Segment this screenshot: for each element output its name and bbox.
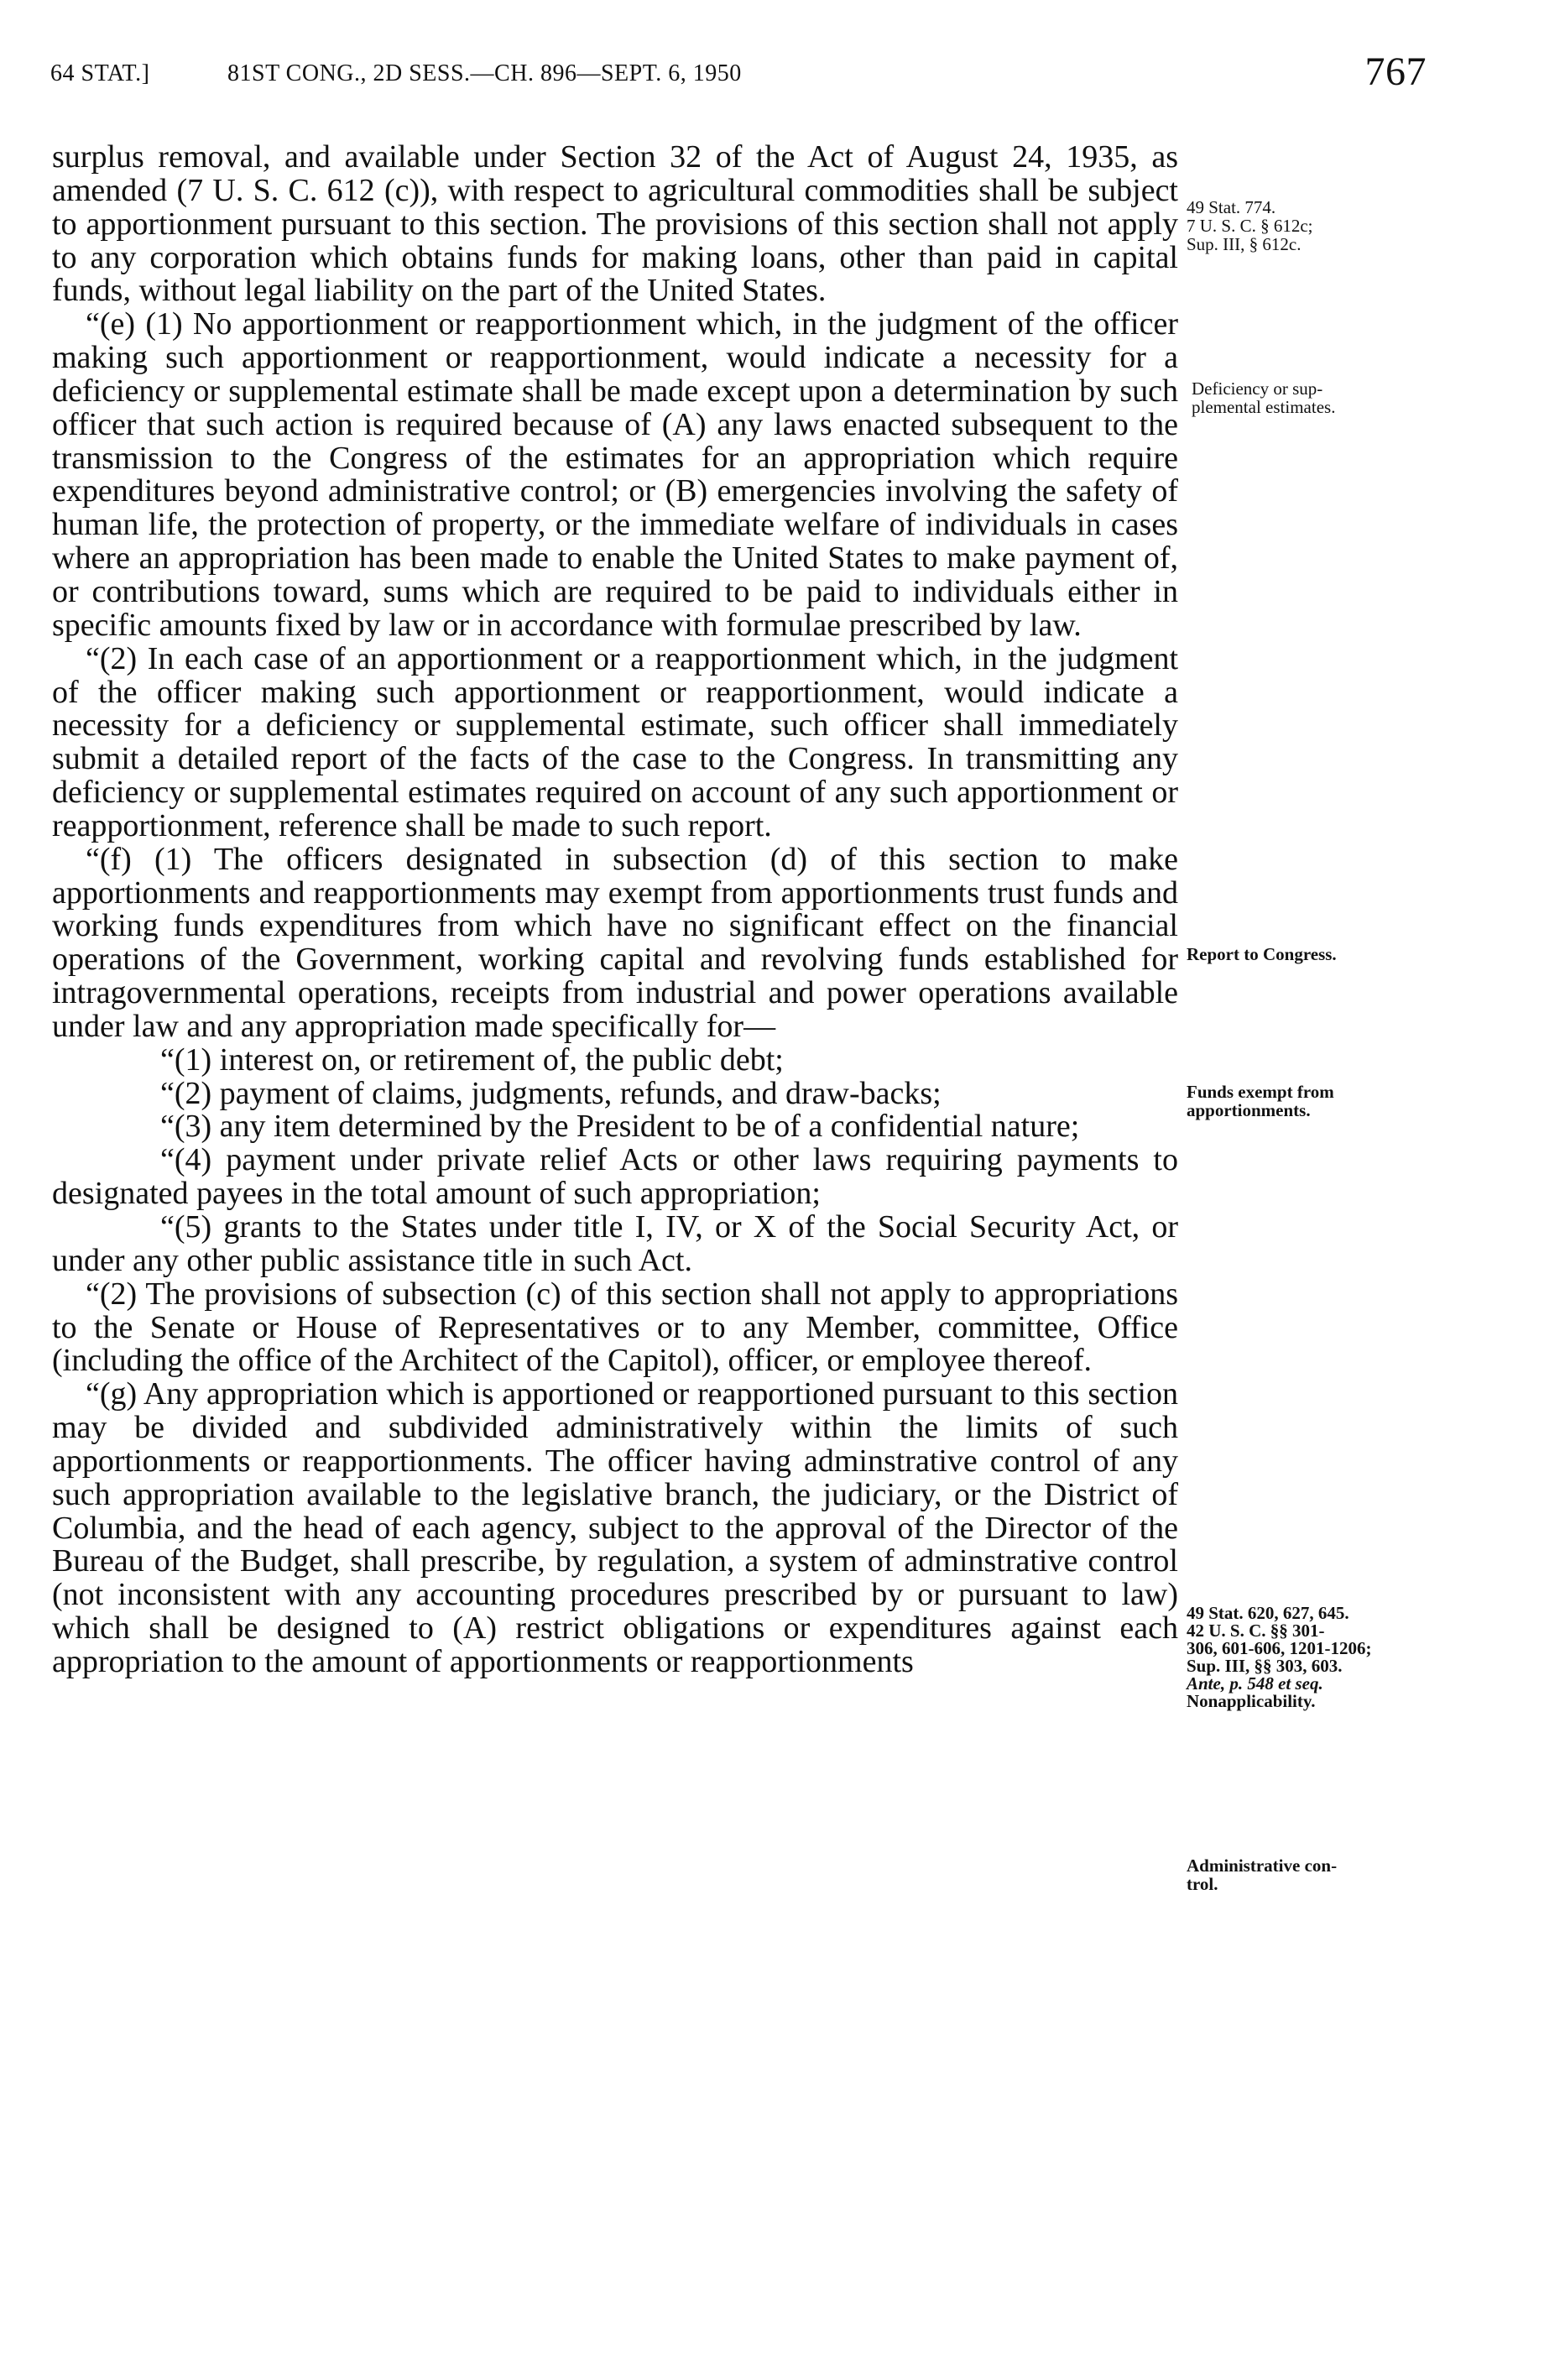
statute-text [52, 141, 1178, 1679]
list-item-5: “(5) grants to the States under title I, IV, or X of the Social Security Act, or under any other public assistance title in such Act. [52, 1209, 1178, 1278]
list-item-4: “(4) payment under private relief Acts or other laws requiring payments to designated payees in the total amount of such appropriation; [52, 1142, 1178, 1212]
margin-note-administrative-control: Administrative con- trol. [1187, 1855, 1338, 1894]
list-item-1: “(1) interest on, or retirement of, the public debt; [160, 1041, 784, 1078]
list-item-3: “(3) any item determined by the President to be of a confidential nature; [160, 1109, 1080, 1145]
session-citation: 81ST CONG., 2D SESS.—CH. 896—SEPT. 6, 1950 [227, 60, 742, 86]
margin-note-deficiency: Deficiency or sup- plemental estimates. [1192, 378, 1336, 417]
paragraph-g: “(g) Any appropriation which is apportioned or reapportioned pursuant to this section may be divided and subdivided administratively within the limits of such apportionments or reapportionments. The officer having adminstrative control of any such appropriation available to the legislative branch, the judiciary, or the District of Columbia, and the head of each agency, subject to the approval of the Director of the Bureau of the Budget, shall prescribe, by regulation, a system of adminstrative control (not inconsistent with any accounting procedures prescribed by or pursuant to law) which shall be designed to (A) restrict obligations or expenditures against each appropriation to the amount of apportionments or reapportionments [52, 1376, 1178, 1679]
paragraph-e2: “(2) In each case of an apportionment or a reapportionment which, in the judgment of the officer making such apportionment or reapportionment, would indicate a necessity for a deficiency or supplemental estimate, such officer shall immediately submit a detailed report of the facts of the case to the Congress. In transmitting any deficiency or supplemental estimates required on account of any such apportionment or reapportionment, reference shall be made to such report. [52, 640, 1178, 843]
margin-citation-social-security: 49 Stat. 620, 627, 645. 42 U. S. C. §§ 301- 306, 601-606, 1201-1206; Sup. III, §§ 303, 603. Ante, p. 548 et seq. Nonapplicability. [1187, 1603, 1372, 1711]
paragraph-e1: “(e) (1) No apportionment or reapportionment which, in the judgment of the officer making such apportionment or reapportionment, would indicate a necessity for a deficiency or supplemental estimate shall be made except upon a determination by such officer that such action is required because of (A) any laws enacted subsequent to the transmission to the Congress of the estimates for an appropriation which require expenditures beyond administrative control; or (B) emergencies involving the safety of human life, the protection of property, or the immediate welfare of individuals in cases where an appropriation has been made to enable the United States to make payment of, or contributions toward, sums which are required to be paid to individuals either in specific amounts fixed by law or in accordance with formulae prescribed by law. [52, 306, 1178, 643]
margin-note-report-to-congress: Report to Congress. [1187, 944, 1337, 964]
margin-note-funds-exempt: Funds exempt from apportionments. [1187, 1082, 1334, 1120]
paragraph-f2: “(2) The provisions of subsection (c) of this section shall not apply to appropriations to the Senate or House of Representatives or to any Member, committee, Office (including the office of the Architect of the Capitol), officer, or employee thereof. [52, 1276, 1178, 1379]
margin-citation-49-stat-774: 49 Stat. 774. 7 U. S. C. § 612c; Sup. III, § 612c. [1187, 197, 1313, 254]
paragraph-f1: “(f) (1) The officers designated in subsection (d) of this section to make apportionments and reapportionments may exempt from apportionments trust funds and working funds expenditures from which have no significant effect on the financial operations of the Government, working capital and revolving funds established for intragovernmental operations, receipts from industrial and power operations available under law and any appropriation made specifically for— [52, 841, 1178, 1044]
page-number: 767 [1364, 50, 1427, 94]
list-item-2: “(2) payment of claims, judgments, refunds, and draw-backs; [160, 1075, 942, 1111]
running-header [50, 49, 1427, 107]
statute-volume: 64 STAT.] [50, 60, 150, 86]
paragraph-surplus-removal: surplus removal, and available under Section 32 of the Act of August 24, 1935, as amended (7 U. S. C. 612 (c)), with respect to agricultural commodities shall be subject to apportionment pursuant to this section. The provisions of this section shall not apply to any corporation which obtains funds for making loans, other than paid in capital funds, without legal liability on the part of the United States. [52, 139, 1178, 309]
